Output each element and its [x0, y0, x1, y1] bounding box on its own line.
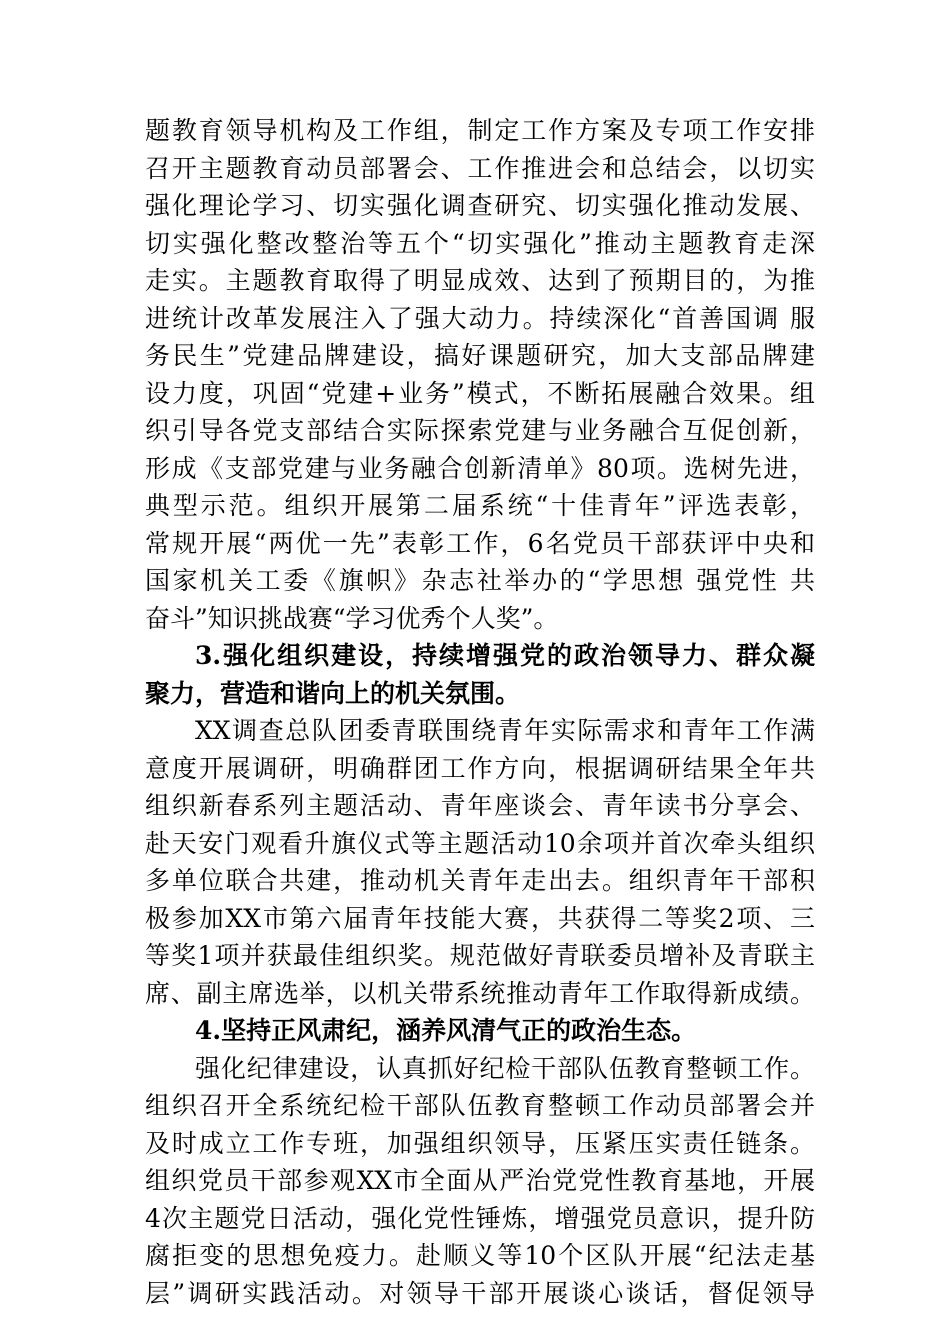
- paragraph-line: 强化理论学习、切实强化调查研究、切实强化推动发展、: [145, 191, 815, 220]
- paragraph-line: 层”调研实践活动。对领导干部开展谈心谈话，督促领导: [145, 1278, 815, 1308]
- paragraph-line: 极参加XX市第六届青年技能大赛，共获得二等奖2项、三: [145, 903, 815, 933]
- paragraph-line: 腐拒变的思想免疫力。赴顺义等10个区队开展“纪法走基: [145, 1241, 815, 1270]
- paragraph-line: XX调查总队团委青联围绕青年实际需求和青年工作满: [195, 716, 815, 745]
- paragraph-line: 织引导各党支部结合实际探索党建与业务融合互促创新，: [145, 416, 815, 445]
- paragraph-line: 务民生”党建品牌建设，搞好课题研究，加大支部品牌建: [145, 341, 815, 370]
- paragraph-line: 强化纪律建设，认真抓好纪检干部队伍教育整顿工作。: [195, 1053, 815, 1083]
- paragraph-line: 国家机关工委《旗帜》杂志社举办的“学思想 强党性 共: [145, 566, 815, 595]
- paragraph-line: 等奖1项并获最佳组织奖。规范做好青联委员增补及青联主: [145, 941, 815, 970]
- section-heading-line: 聚力，营造和谐向上的机关氛围。: [145, 678, 521, 708]
- paragraph-line: 切实强化整改整治等五个“切实强化”推动主题教育走深: [145, 228, 815, 258]
- paragraph-line: 典型示范。组织开展第二届系统“十佳青年”评选表彰，: [145, 491, 815, 520]
- paragraph-line: 奋斗”知识挑战赛“学习优秀个人奖”。: [145, 603, 559, 633]
- paragraph-line: 题教育领导机构及工作组，制定工作方案及专项工作安排: [145, 116, 815, 145]
- paragraph-line: 进统计改革发展注入了强大动力。持续深化“首善国调 服: [145, 303, 815, 333]
- paragraph-line: 形成《支部党建与业务融合创新清单》80项。选树先进，: [145, 453, 815, 483]
- paragraph-line: 组织召开全系统纪检干部队伍教育整顿工作动员部署会并: [145, 1091, 815, 1120]
- paragraph-line: 意度开展调研，明确群团工作方向，根据调研结果全年共: [145, 753, 815, 783]
- paragraph-line: 多单位联合共建，推动机关青年走出去。组织青年干部积: [145, 866, 815, 895]
- paragraph-line: 4次主题党日活动，强化党性锤炼，增强党员意识，提升防: [145, 1203, 815, 1233]
- document-body: [145, 112, 815, 1312]
- paragraph-line: 席、副主席选举，以机关带系统推动青年工作取得新成绩。: [145, 978, 815, 1008]
- paragraph-line: 常规开展“两优一先”表彰工作，6名党员干部获评中央和: [145, 528, 815, 558]
- paragraph-line: 设力度，巩固“党建+业务”模式，不断拓展融合效果。组: [145, 378, 815, 408]
- paragraph-line: 召开主题教育动员部署会、工作推进会和总结会，以切实: [145, 153, 815, 183]
- paragraph-line: 走实。主题教育取得了明显成效、达到了预期目的，为推: [145, 266, 815, 295]
- paragraph-line: 赴天安门观看升旗仪式等主题活动10余项并首次牵头组织: [145, 828, 815, 858]
- paragraph-line: 组织新春系列主题活动、青年座谈会、青年读书分享会、: [145, 791, 815, 820]
- paragraph-line: 及时成立工作专班，加强组织领导，压紧压实责任链条。: [145, 1128, 815, 1158]
- section-heading-line: 3.强化组织建设，持续增强党的政治领导力、群众凝: [195, 641, 815, 670]
- paragraph-line: 组织党员干部参观XX市全面从严治党党性教育基地，开展: [145, 1166, 815, 1195]
- section-heading-line: 4.坚持正风肃纪，涵养风清气正的政治生态。: [195, 1016, 697, 1045]
